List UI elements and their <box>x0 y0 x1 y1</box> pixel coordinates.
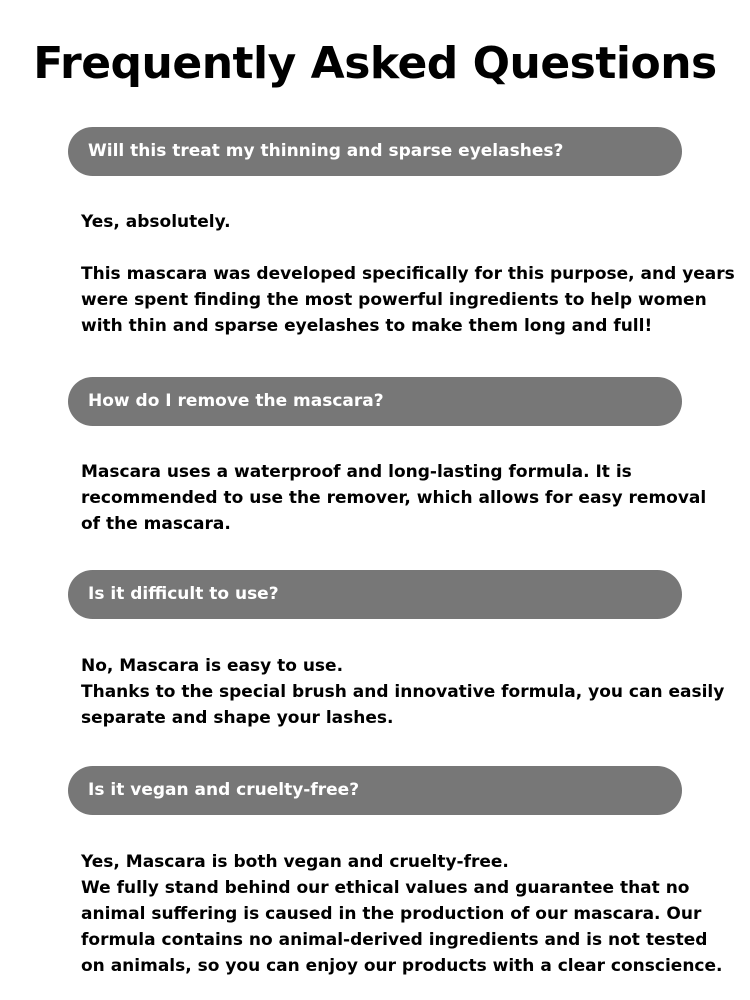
faq-item-remove <box>68 377 707 537</box>
answer-line: on animals, so you can enjoy our products with a clear conscience. <box>81 956 723 976</box>
faq-question[interactable]: How do I remove the mascara? <box>68 377 682 426</box>
answer-line: Yes, Mascara is both vegan and cruelty-free. <box>81 852 509 872</box>
faq-answer <box>68 459 707 537</box>
faq-answer <box>68 849 723 979</box>
answer-line: with thin and sparse eyelashes to make them long and full! <box>81 316 653 336</box>
answer-line: Yes, absolutely. <box>81 212 231 232</box>
page-title: Frequently Asked Questions <box>33 38 717 89</box>
faq-answer <box>68 209 735 339</box>
answer-line: formula contains no animal-derived ingredients and is not tested <box>81 930 708 950</box>
faq-question[interactable]: Will this treat my thinning and sparse eyelashes? <box>68 127 682 176</box>
answer-line: recommended to use the remover, which allows for easy removal <box>81 488 707 508</box>
faq-item-vegan <box>68 766 723 979</box>
answer-line: No, Mascara is easy to use. <box>81 656 344 676</box>
faq-answer <box>68 653 725 731</box>
faq-item-difficulty <box>68 570 725 731</box>
answer-line: animal suffering is caused in the production of our mascara. Our <box>81 904 702 924</box>
answer-line: separate and shape your lashes. <box>81 708 394 728</box>
faq-question[interactable]: Is it difficult to use? <box>68 570 682 619</box>
answer-line: This mascara was developed specifically for this purpose, and years <box>81 264 735 284</box>
answer-line: were spent finding the most powerful ingredients to help women <box>81 290 707 310</box>
answer-line: Mascara uses a waterproof and long-lasting formula. It is <box>81 462 632 482</box>
faq-item-eyelashes <box>68 127 735 339</box>
faq-question[interactable]: Is it vegan and cruelty-free? <box>68 766 682 815</box>
answer-line: We fully stand behind our ethical values and guarantee that no <box>81 878 690 898</box>
answer-spacer <box>81 235 682 261</box>
answer-line: Thanks to the special brush and innovative formula, you can easily <box>81 682 725 702</box>
answer-line: of the mascara. <box>81 514 231 534</box>
